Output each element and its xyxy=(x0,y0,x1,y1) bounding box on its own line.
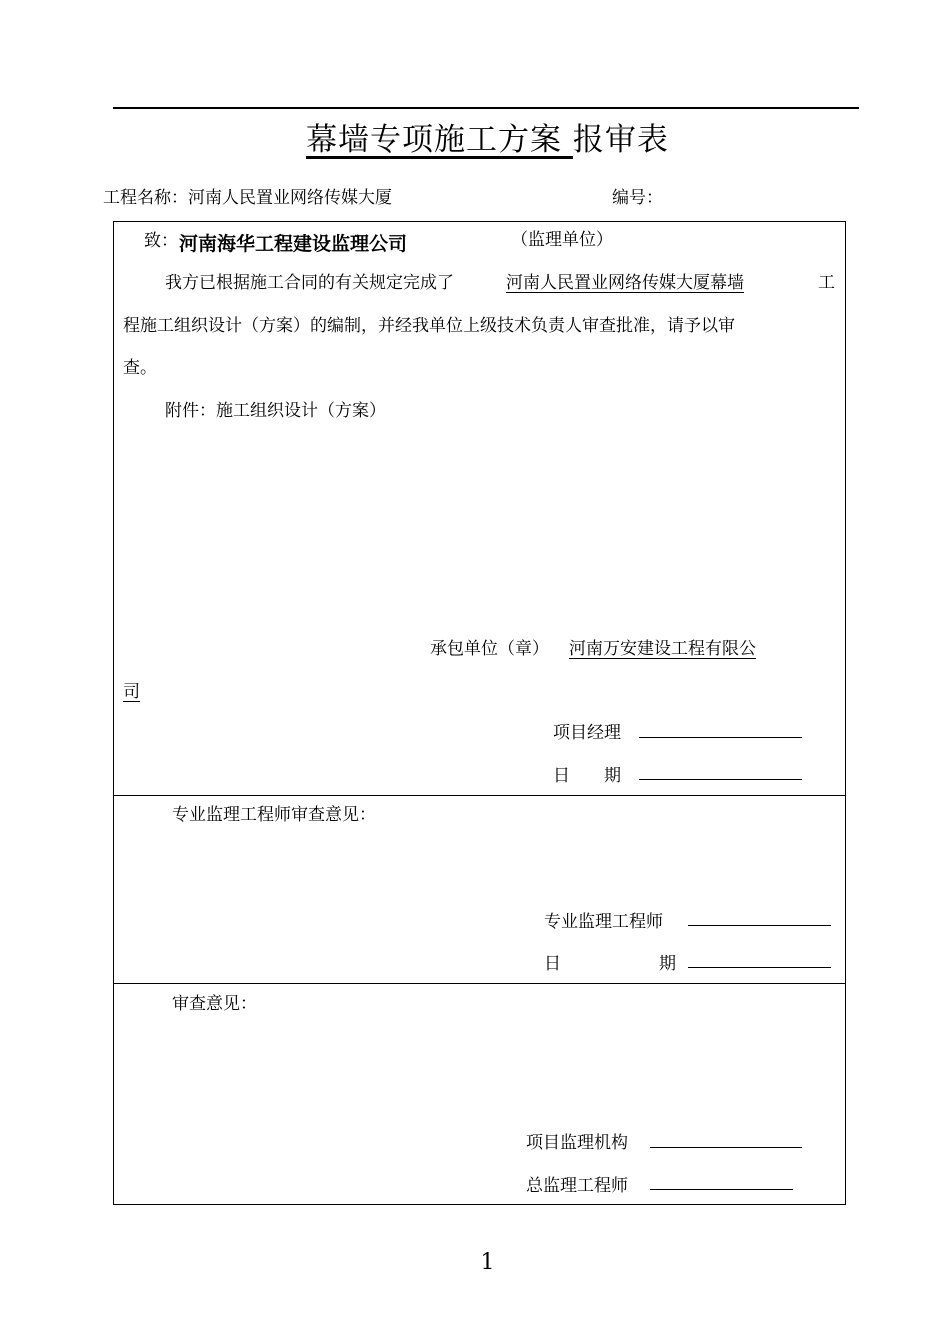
specialist-engineer-label: 专业监理工程师 xyxy=(544,912,663,932)
date-line-2[interactable] xyxy=(688,953,831,968)
project-manager-signature-line[interactable] xyxy=(639,723,802,738)
top-rule xyxy=(113,107,859,109)
review-opinion-label: 审查意见： xyxy=(172,994,257,1014)
title-underlined: 幕墙专项施工方案 xyxy=(306,122,573,158)
project-name-label: 工程名称：河南人民置业网络传媒大厦 xyxy=(103,188,392,208)
supervisor-role: （监理单位） xyxy=(511,230,613,250)
contractor-name: 河南万安建设工程有限公 xyxy=(569,639,756,659)
engineer-opinion-label: 专业监理工程师审查意见： xyxy=(172,805,376,825)
section-divider-2 xyxy=(113,983,846,984)
specialist-engineer-signature-line[interactable] xyxy=(688,911,831,926)
date-label-2b: 期 xyxy=(659,954,676,974)
contractor-label: 承包单位（章） xyxy=(430,639,549,659)
date-line-1[interactable] xyxy=(639,765,802,780)
supervision-org-signature-line[interactable] xyxy=(650,1133,802,1148)
section-divider-1 xyxy=(113,795,846,796)
attachment-label: 附件：施工组织设计（方案） xyxy=(165,401,386,421)
project-manager-label: 项目经理 xyxy=(553,723,621,743)
page-title xyxy=(0,114,950,159)
chief-engineer-label: 总监理工程师 xyxy=(526,1176,628,1196)
date-label-1: 日 期 xyxy=(553,766,621,786)
statement-line1-prefix: 我方已根据施工合同的有关规定完成了 xyxy=(165,273,454,293)
supervisor-company: 河南海华工程建设监理公司 xyxy=(179,233,408,255)
date-label-2a: 日 xyxy=(544,954,561,974)
statement-line2: 程施工组织设计（方案）的编制，并经我单位上级技术负责人审查批准，请予以审 xyxy=(123,316,735,336)
statement-line3: 查。 xyxy=(123,358,157,378)
contractor-name-wrap: 司 xyxy=(123,682,140,702)
title-rest: 报审表 xyxy=(572,122,669,158)
page-number: 1 xyxy=(480,1250,495,1275)
supervision-org-label: 项目监理机构 xyxy=(526,1133,628,1153)
statement-project: 河南人民置业网络传媒大厦幕墙 xyxy=(506,273,744,293)
to-label: 致： xyxy=(144,231,178,251)
statement-line1-suffix: 工 xyxy=(818,273,835,293)
number-label: 编号： xyxy=(612,188,663,208)
form-table xyxy=(113,221,846,1205)
chief-engineer-signature-line[interactable] xyxy=(650,1175,793,1190)
